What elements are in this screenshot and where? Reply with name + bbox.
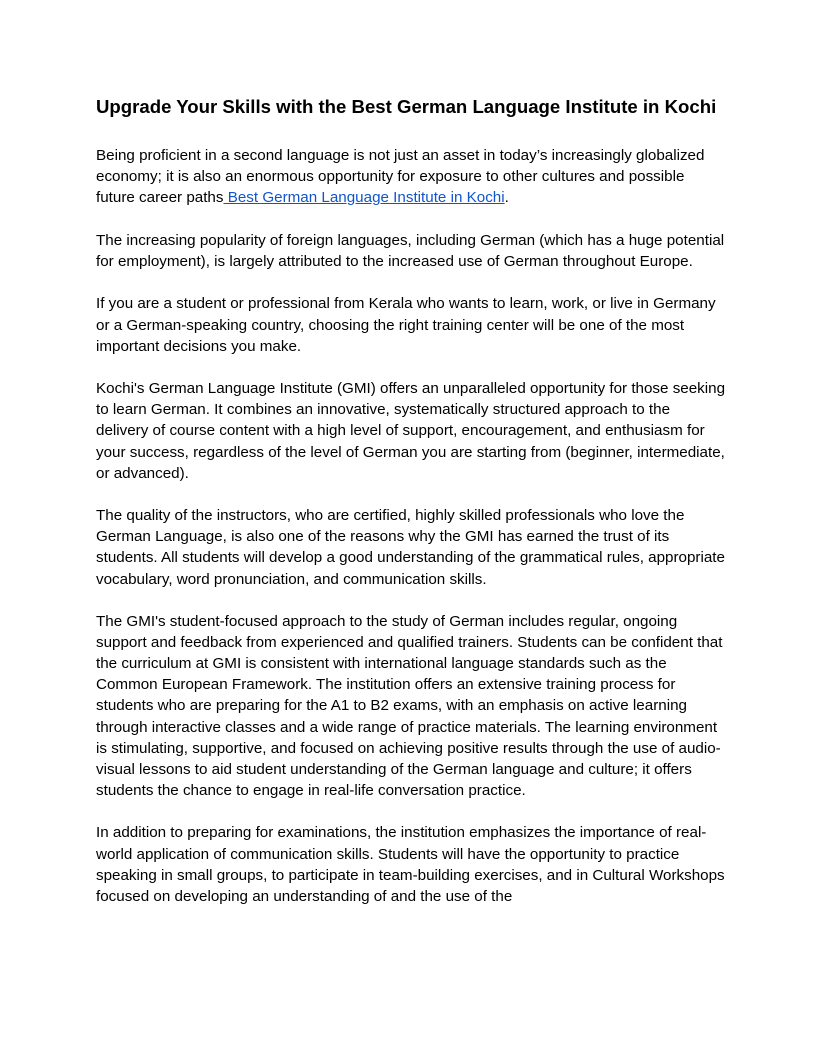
paragraph-gmi-overview: Kochi's German Language Institute (GMI) offers an unparalleled opportunity for those seeking to learn German. It combines an innovative, systematically structured approach to the delivery of course content with a high level of support, encouragement, and enthusiasm for your success, regardless of the level of German you are starting from (beginner, intermediate, or advanced). [96, 380, 726, 482]
paragraph-approach: The GMI's student-focused approach to the study of German includes regular, ongoing support and feedback from experienced and qualified trainers. Students can be confident that the curriculum at GMI is consistent with international language standards such as the Common European Framework. The institution offers an extensive training process for students who are preparing for the A1 to B2 exams, with an emphasis on active learning through interactive classes and a wide range of practice materials. The learning environment is stimulating, supportive, and focused on achieving positive results through the use of audio-visual lessons to aid student understanding of the German language and culture; it offers students the chance to engage in real-life conversation practice. [96, 613, 723, 799]
paragraph-real-world: In addition to preparing for examinations, the institution emphasizes the importance of real-world application of communication skills. Students will have the opportunity to practice speaking in small groups, to participate in team-building exercises, and in Cultural Workshops focused on developing an understanding of and the use of the [96, 824, 725, 905]
page-title: Upgrade Your Skills with the Best German Language Institute in Kochi [96, 96, 717, 117]
document-page [96, 94, 726, 928]
paragraph-kerala: If you are a student or professional from Kerala who wants to learn, work, or live in Germany or a German-speaking country, choosing the right training center will be one of the most important decisions you make. [96, 295, 716, 355]
paragraph-popularity: The increasing popularity of foreign languages, including German (which has a huge potential for employment), is largely attributed to the increased use of German throughout Europe. [96, 231, 725, 270]
institute-link[interactable]: Best German Language Institute in Kochi [223, 189, 505, 207]
paragraph-instructors: The quality of the instructors, who are certified, highly skilled professionals who love the German Language, is also one of the reasons why the GMI has earned the trust of its students. All students will develop a good understanding of the grammatical rules, appropriate vocabulary, word pronunciation, and communication skills. [96, 507, 725, 588]
paragraph-intro-text: Being proficient in a second language is not just an asset in today’s increasingly globalized economy; it is also an enormous opportunity for exposure to other cultures and possible future career paths [96, 147, 705, 207]
paragraph-intro-end: . [504, 189, 509, 207]
paragraph-intro [96, 145, 726, 208]
